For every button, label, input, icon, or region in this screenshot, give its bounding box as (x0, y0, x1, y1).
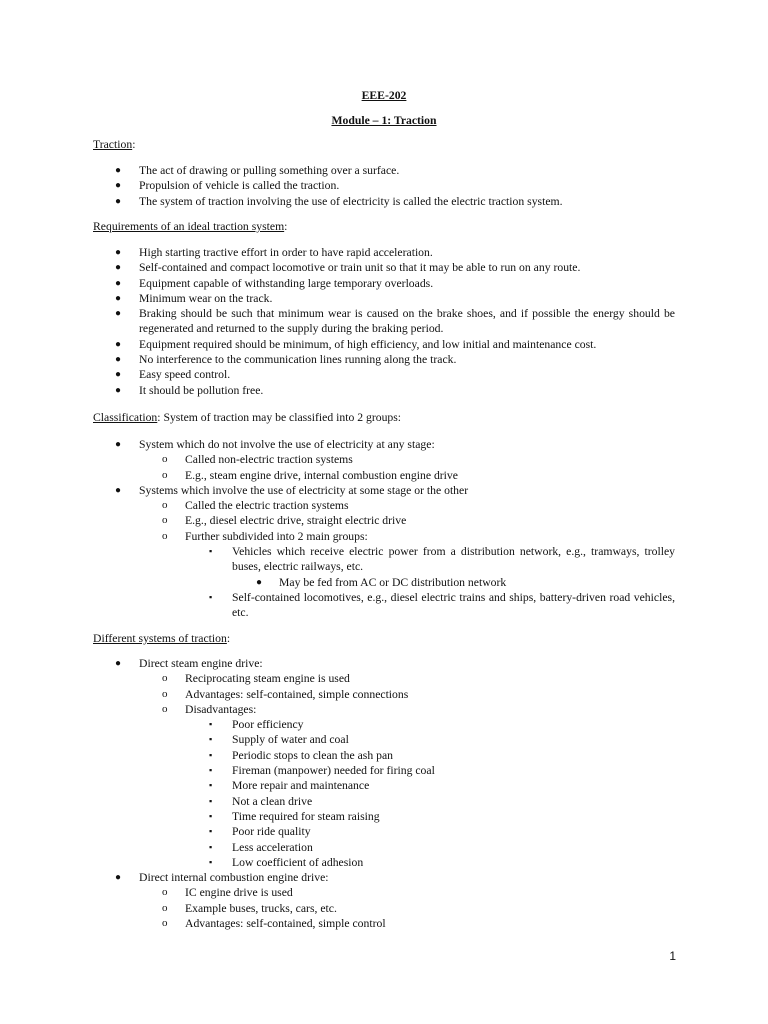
list-item (93, 352, 675, 367)
sub-sub-list-item (93, 855, 675, 870)
sub-sub-sub-list-item (93, 575, 675, 590)
list-item (93, 163, 675, 178)
square-marker: ▪ (209, 591, 213, 602)
list-item-text: Advantages: self-contained, simple control (185, 917, 386, 931)
bullet-marker: ● (115, 354, 122, 366)
sub-list-item (93, 513, 675, 528)
bullet-marker: ● (256, 576, 263, 588)
sub-list-item (93, 687, 675, 702)
circle-marker: o (162, 687, 168, 700)
circle-marker: o (162, 468, 168, 481)
list-item (93, 656, 675, 671)
list-item-text: Reciprocating steam engine is used (185, 672, 350, 686)
list-item-text: Time required for steam raising (232, 809, 380, 823)
list-item-text: Fireman (manpower) needed for firing coal (232, 764, 435, 778)
bullet-marker: ● (115, 292, 122, 304)
sub-list-item (93, 498, 675, 513)
list-item-text: Systems which involve the use of electricity at some stage or the other (139, 483, 469, 497)
sub-sub-list-item (93, 824, 675, 839)
list-item (93, 437, 675, 452)
sub-list-item (93, 702, 675, 717)
sub-sub-list-item (93, 809, 675, 824)
list-item-text: IC engine drive is used (185, 886, 293, 900)
list-item-text: No interference to the communication lines running along the track. (139, 353, 457, 367)
list-item-text: Periodic stops to clean the ash pan (232, 748, 393, 762)
bullet-marker: ● (115, 165, 122, 176)
bullet-marker: ● (115, 338, 122, 350)
bullet-marker: ● (115, 180, 122, 192)
course-code: EEE-202 (361, 89, 407, 102)
list-item-text: Low coefficient of adhesion (232, 855, 364, 869)
list-item-text: Minimum wear on the track. (139, 291, 273, 305)
list-item-text: Propulsion of vehicle is called the traction. (139, 179, 340, 193)
bullet-marker: ● (115, 262, 122, 274)
list-item-text: May be fed from AC or DC distribution network (279, 575, 507, 589)
sub-sub-list-item (93, 717, 675, 732)
list-item-text: It should be pollution free. (139, 383, 264, 397)
circle-marker: o (162, 529, 168, 542)
circle-marker: o (162, 702, 168, 715)
list-item-text: E.g., steam engine drive, internal combustion engine drive (185, 468, 458, 482)
list-item-text: Called the electric traction systems (185, 499, 349, 513)
list-item (93, 337, 675, 352)
sub-list-item (93, 916, 675, 931)
list-item-text: Vehicles which receive electric power from a distribution network, e.g., tramways, trolley buses, electric railways, etc. (232, 545, 675, 574)
list-item-text: Self-contained and compact locomotive or train unit so that it may be able to run on any route. (139, 261, 581, 275)
traction-list (93, 163, 675, 209)
square-marker: ▪ (209, 734, 213, 745)
list-item (93, 483, 675, 498)
list-item-text: High starting tractive effort in order to have rapid acceleration. (139, 246, 433, 259)
bullet-marker: ● (115, 658, 122, 669)
list-item-text: Advantages: self-contained, simple connections (185, 687, 409, 701)
section-heading-systems (93, 631, 230, 646)
list-item-text: Self-contained locomotives, e.g., diesel electric trains and ships, battery-driven road vehicles, etc. (232, 590, 675, 620)
circle-marker: o (162, 672, 168, 685)
list-item (93, 383, 675, 398)
list-item-text: Equipment capable of withstanding large temporary overloads. (139, 276, 434, 290)
list-item-text: Poor ride quality (232, 825, 311, 839)
square-marker: ▪ (209, 795, 213, 806)
list-item-text: E.g., diesel electric drive, straight electric drive (185, 514, 407, 528)
list-item (93, 260, 675, 275)
systems-heading-text: Different systems of traction (93, 632, 227, 645)
page-number: 1 (669, 949, 676, 963)
list-item-text: Further subdivided into 2 main groups: (185, 529, 368, 543)
sub-sub-list-item (93, 763, 675, 778)
list-item (93, 306, 675, 337)
sub-sub-list-item (93, 840, 675, 855)
systems-list (93, 656, 675, 931)
classification-intro: : System of traction may be classified into 2 groups: (157, 411, 402, 424)
square-marker: ▪ (209, 546, 213, 557)
list-item-text: The system of traction involving the use of electricity is called the electric traction system. (139, 194, 563, 208)
list-item-text: Disadvantages: (185, 702, 257, 716)
requirements-list (93, 245, 675, 398)
sub-sub-list-item (93, 778, 675, 793)
square-marker: ▪ (209, 856, 213, 867)
list-item (93, 291, 675, 306)
list-item (93, 276, 675, 291)
square-marker: ▪ (209, 810, 213, 821)
sub-sub-list-item (93, 794, 675, 809)
square-marker: ▪ (209, 826, 213, 837)
list-item-text: Direct internal combustion engine drive: (139, 871, 329, 885)
circle-marker: o (162, 514, 168, 527)
square-marker: ▪ (209, 765, 213, 776)
classification-heading-text: Classification (93, 411, 158, 424)
list-item-text: Braking should be such that minimum wear is caused on the brake shoes, and if possible the energy should be regenerated and returned to the supply during the braking period. (139, 307, 675, 336)
heading-colon: : (226, 632, 231, 645)
list-item-text: Equipment required should be minimum, of high efficiency, and low initial and maintenance cost. (139, 337, 597, 351)
sub-list-item (93, 901, 675, 916)
sub-sub-list-item (93, 748, 675, 763)
circle-marker: o (162, 886, 168, 899)
square-marker: ▪ (209, 841, 213, 852)
list-item-text: Supply of water and coal (232, 733, 349, 747)
classification-list (93, 437, 675, 621)
list-item-text: Less acceleration (232, 840, 313, 854)
sub-sub-list-item (93, 544, 675, 575)
square-marker: ▪ (209, 780, 213, 791)
list-item-text: Called non-electric traction systems (185, 453, 353, 467)
list-item (93, 245, 675, 260)
list-item-text: Easy speed control. (139, 368, 231, 382)
section-heading-requirements (93, 219, 287, 234)
bullet-marker: ● (115, 308, 122, 320)
sub-list-item (93, 452, 675, 467)
bullet-marker: ● (115, 872, 122, 884)
heading-colon: : (132, 138, 136, 151)
circle-marker: o (162, 917, 168, 930)
section-heading-classification (93, 410, 401, 425)
sub-list-item (93, 671, 675, 686)
list-item-text: The act of drawing or pulling something over a surface. (139, 164, 400, 177)
square-marker: ▪ (209, 719, 213, 730)
list-item (93, 194, 675, 209)
sub-sub-list-item (93, 732, 675, 747)
list-item-text: Not a clean drive (232, 794, 313, 808)
circle-marker: o (162, 499, 168, 512)
list-item-text: More repair and maintenance (232, 779, 370, 793)
bullet-marker: ● (115, 195, 122, 207)
sub-sub-list-item (93, 590, 675, 621)
list-item (93, 367, 675, 382)
square-marker: ▪ (209, 749, 213, 760)
circle-marker: o (162, 901, 168, 914)
sub-list-item (93, 885, 675, 900)
list-item (93, 870, 675, 885)
bullet-marker: ● (115, 439, 122, 450)
circle-marker: o (162, 453, 168, 466)
bullet-marker: ● (115, 247, 122, 258)
list-item (93, 178, 675, 193)
heading-colon: : (284, 220, 288, 233)
bullet-marker: ● (115, 384, 122, 396)
traction-heading-text: Traction (93, 138, 133, 151)
module-title: Module – 1: Traction (331, 114, 437, 127)
requirements-heading-text: Requirements of an ideal traction system (93, 220, 285, 233)
bullet-marker: ● (115, 484, 122, 496)
sub-list-item (93, 529, 675, 544)
list-item-text: System which do not involve the use of electricity at any stage: (139, 438, 435, 451)
list-item-text: Example buses, trucks, cars, etc. (185, 901, 337, 915)
section-heading-traction (93, 137, 135, 152)
bullet-marker: ● (115, 369, 122, 381)
list-item-text: Poor efficiency (232, 718, 304, 732)
bullet-marker: ● (115, 277, 122, 289)
list-item-text: Direct steam engine drive: (139, 657, 263, 670)
sub-list-item (93, 468, 675, 483)
